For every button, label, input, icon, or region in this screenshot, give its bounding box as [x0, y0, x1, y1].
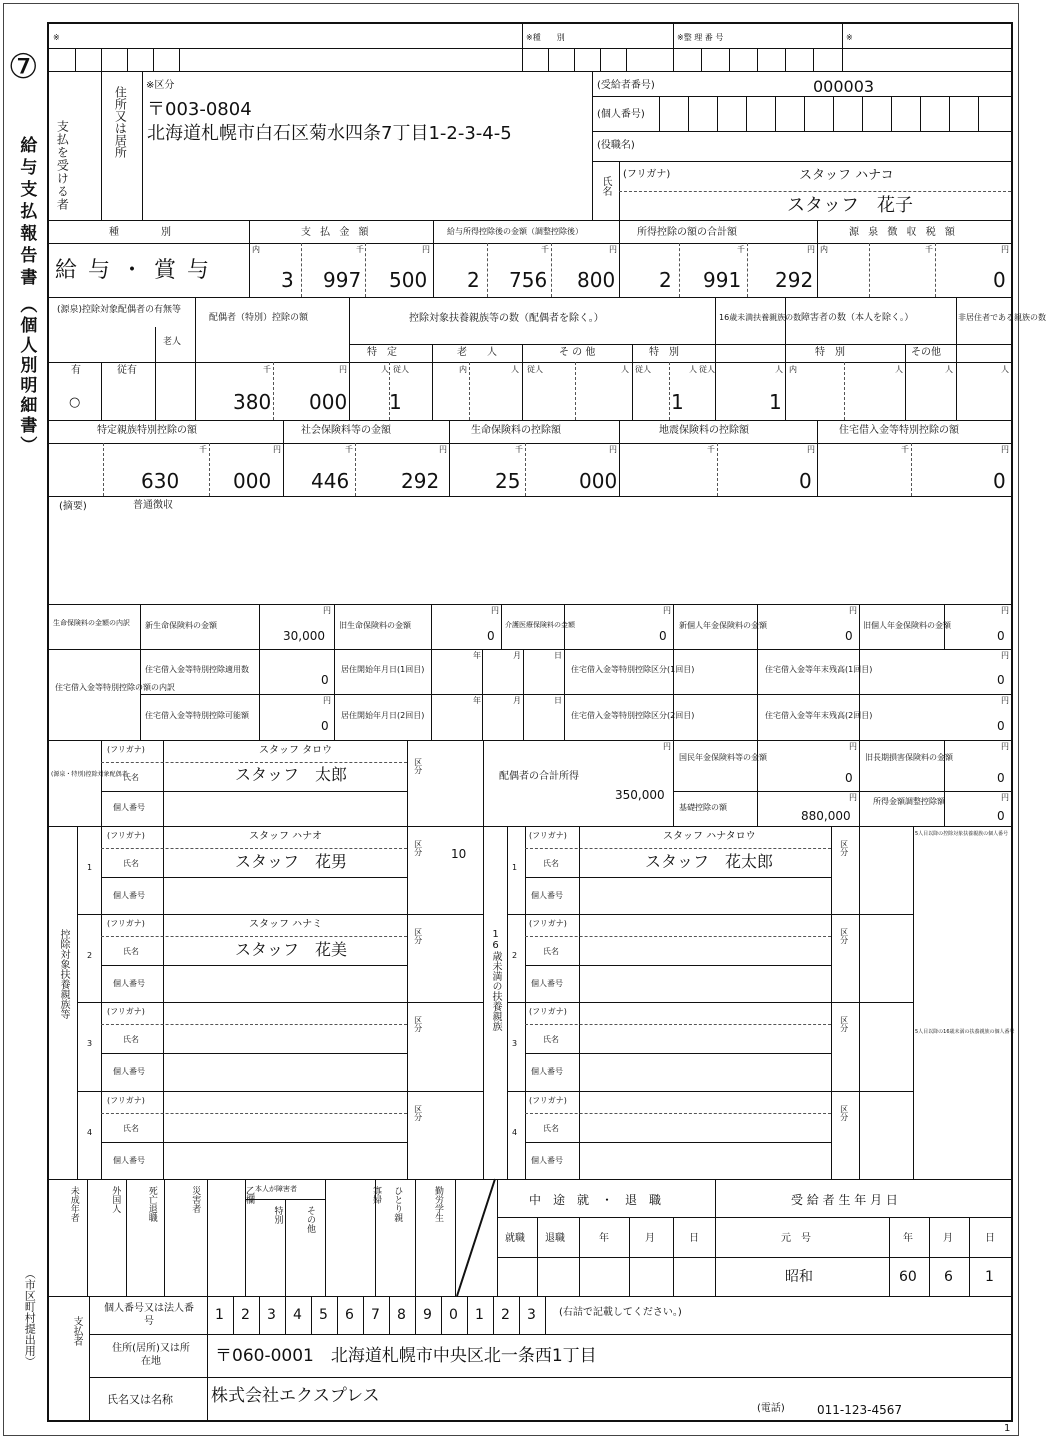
pay-en: 円	[422, 245, 430, 254]
ari-label: 有	[71, 365, 81, 376]
old-life-en: 円	[491, 606, 499, 615]
dep-left-2-kubun-label: 区分	[413, 928, 423, 944]
tokutei-header: 特 定	[367, 347, 397, 358]
old-pension-amount: 0	[997, 629, 1005, 643]
old-pension-label: 旧個人年金保険料の金額	[863, 621, 951, 630]
birth-month: 6	[944, 1269, 953, 1285]
position-label: (役職名)	[597, 140, 635, 151]
form-number-badge: ⑦	[8, 47, 39, 87]
dep-right-1-name-label: 氏名	[543, 859, 559, 868]
remarks-label: (摘要)	[59, 501, 87, 512]
tk-sen: 千	[199, 445, 207, 454]
recipient-furigana: スタッフ ハナコ	[799, 168, 894, 183]
disabled-uchi: 内	[789, 365, 797, 374]
dep-left-4-mynum-label: 個人番号	[113, 1156, 145, 1165]
ju-sen: 千	[901, 445, 909, 454]
dep-left-2-furigana: スタッフ ハナミ	[249, 919, 323, 930]
header-mark: ※	[53, 33, 60, 42]
payer-number-digit: 5	[319, 1307, 328, 1323]
jishin-label: 地震保険料の控除額	[659, 425, 749, 436]
tokutei-kazoku-1: 630	[141, 469, 180, 493]
remarks-text: 普通徴収	[133, 500, 173, 511]
under16-dependents-label: 16歳未満の扶養親族	[490, 929, 501, 1031]
bal2-en: 円	[1001, 696, 1009, 705]
seiri-label: ※整 理 番 号	[677, 33, 724, 42]
note-5th-dependent: 5人目以降の控除対象扶養親族の個人番号	[915, 831, 1009, 837]
dep-right-2-furigana-label: (フリガナ)	[529, 919, 567, 928]
start1-hi: 日	[554, 651, 562, 660]
report-form	[47, 22, 1046, 1422]
payer-number-digit: 8	[397, 1307, 406, 1323]
chosei-label: 所得金額調整控除額	[873, 797, 945, 806]
payer-number-digit: 1	[215, 1307, 224, 1323]
tokutei-kazoku-2: 000	[233, 469, 272, 493]
tokubetsu-juu: 従人	[699, 365, 715, 374]
payer-number-digit: 3	[527, 1307, 536, 1323]
payer-address-label: 住所(居所)又は所在地	[112, 1343, 190, 1367]
bal1: 0	[997, 673, 1005, 687]
recipient-address-label: 住所又は居所	[113, 86, 128, 158]
sh-sen: 千	[345, 445, 353, 454]
kokumin-en: 円	[849, 742, 857, 751]
under16-label: 16歳未満扶養親族の数	[719, 313, 802, 322]
sonota-jin: 人	[621, 365, 629, 374]
spouse-my-number-label: 個人番号	[113, 803, 145, 812]
seimei-label: 生命保険料の控除額	[471, 425, 561, 436]
housing-applicable-label: 住宅借入金等特別控除適用数	[145, 665, 249, 674]
chosei: 0	[997, 809, 1005, 823]
birth-hi: 日	[985, 1233, 995, 1244]
tax-en: 円	[1001, 245, 1009, 254]
spouse-furigana: スタッフ タロウ	[259, 745, 333, 756]
kokumin: 0	[845, 771, 853, 785]
dep-left-3-mynum-label: 個人番号	[113, 1067, 145, 1076]
birth-tsuki: 月	[943, 1233, 953, 1244]
tax-amount: 0	[993, 268, 1006, 292]
kiso-label: 基礎控除の額	[679, 803, 727, 812]
dep-right-3-name-label: 氏名	[543, 1035, 559, 1044]
sonota-disabled-header: その他	[911, 347, 941, 358]
shakai-1: 446	[311, 469, 350, 493]
pay-amount-2: 997	[323, 268, 362, 292]
status-otsu: 乙欄	[244, 1186, 254, 1204]
birth-label: 受 給 者 生 年 月 日	[791, 1193, 898, 1207]
new-life-en: 円	[323, 606, 331, 615]
sh-en: 円	[439, 445, 447, 454]
dep-left-1-furigana: スタッフ ハナオ	[249, 831, 322, 842]
sonota-count: 1	[671, 390, 684, 414]
nonresident-label: 非居住者である親族の数	[958, 313, 1046, 322]
dep-count-label: 控除対象扶養親族等の数（配偶者を除く。）	[409, 313, 604, 324]
after-header: 給与所得控除後の金額（調整控除後）	[447, 227, 583, 236]
birth-nen: 年	[903, 1233, 913, 1244]
dep-right-1-mynum-label: 個人番号	[531, 891, 563, 900]
nonres-jin: 人	[1001, 365, 1009, 374]
dep-left-1-no: 1	[87, 863, 93, 872]
dep-left-1-mynum-label: 個人番号	[113, 891, 145, 900]
se-en: 円	[609, 445, 617, 454]
under16-jin: 人	[775, 365, 783, 374]
ji-sen: 千	[707, 445, 715, 454]
after-sen: 千	[541, 245, 549, 254]
dep-left-1-furigana-label: (フリガナ)	[107, 831, 145, 840]
dependents-label: 控除対象扶養親族等	[58, 929, 69, 1019]
birth-year: 60	[899, 1269, 917, 1285]
dep-right-4-name-label: 氏名	[543, 1124, 559, 1133]
tk-en: 円	[273, 445, 281, 454]
spouse-amount-2: 000	[309, 390, 348, 414]
form-subtitle: （個人別明細書）	[16, 296, 37, 456]
spouse-detail-label: (源泉・特別)控除対象配偶者	[51, 771, 128, 778]
dep-right-2-kubun-label: 区分	[839, 928, 849, 944]
start2-tsuki: 月	[513, 696, 521, 705]
spouse-income: 350,000	[615, 788, 665, 802]
new-pension-label: 新個人年金保険料の金額	[679, 621, 767, 630]
jutaku-label: 住宅借入金等特別控除の額	[839, 425, 959, 436]
dep-right-1-furigana-label: (フリガナ)	[529, 831, 567, 840]
tokutei-jin: 人	[381, 365, 389, 374]
juu-label: 従有	[117, 365, 137, 376]
sonota-header: そ の 他	[559, 347, 596, 358]
under16-count: 1	[769, 390, 782, 414]
payer-number-digit: 9	[423, 1307, 432, 1323]
payer-number-digit: 2	[241, 1307, 250, 1323]
kind-label: ※種 別	[526, 33, 565, 42]
pay-kind: 給 与 ・ 賞 与	[55, 258, 211, 283]
payer-address: 〒060-0001 北海道札幌市中央区北一条西1丁目	[215, 1346, 597, 1366]
my-number-label: (個人番号)	[597, 109, 645, 120]
bal2: 0	[997, 719, 1005, 733]
dep-right-2-no: 2	[512, 951, 518, 960]
kiso-en: 円	[849, 793, 857, 802]
kyuchouki-label: 旧長期損害保険料の金額	[865, 753, 953, 762]
status-death: 死亡退職	[146, 1186, 157, 1222]
pay-sen: 千	[356, 245, 364, 254]
old-life-amount: 0	[487, 629, 495, 643]
disabled-jin-2: 人	[945, 365, 953, 374]
tokubetsu-header: 特 別	[649, 347, 679, 358]
spouse-sen: 千	[263, 365, 271, 374]
se-sen: 千	[515, 445, 523, 454]
gensen-spouse-label: (源泉)控除対象配偶者の有無等	[57, 305, 182, 315]
pay-amount-1: 3	[281, 268, 294, 292]
payer-name-label: 氏名又は名称	[107, 1393, 173, 1406]
rojin-label: 老人	[163, 337, 182, 347]
birth-era: 昭和	[785, 1269, 813, 1285]
dep-right-3-mynum-label: 個人番号	[531, 1067, 563, 1076]
dep-right-3-kubun-label: 区分	[839, 1016, 849, 1032]
deduction-sen: 千	[737, 245, 745, 254]
rojin-header: 老 人	[457, 347, 497, 358]
deduction-header: 所得控除の額の合計額	[637, 227, 737, 238]
start2-nen: 年	[473, 696, 481, 705]
start1-tsuki: 月	[513, 651, 521, 660]
new-life-amount: 30,000	[283, 629, 325, 643]
disabled-count-label: 障害者の数（本人を除く。）	[801, 313, 914, 323]
status-widow: 寡婦	[371, 1186, 381, 1204]
spouse-name-label: 氏名	[123, 773, 139, 782]
deduction-en: 円	[807, 245, 815, 254]
care-en: 円	[663, 606, 671, 615]
cls2-label: 住宅借入金等特別控除区分(2回目)	[571, 711, 695, 720]
dep-left-2-furigana-label: (フリガナ)	[107, 919, 145, 928]
tokutei-kazoku-label: 特定親族特別控除の額	[97, 425, 197, 436]
shushoku-label: 就職	[505, 1233, 525, 1244]
receiver-no-label: (受給者番号)	[597, 80, 655, 91]
spouse-amount-label: 配偶者（特別）控除の額	[209, 313, 309, 323]
kyuchouki: 0	[997, 771, 1005, 785]
payer-tel: 011-123-4567	[817, 1403, 903, 1417]
spouse-kubun-label: 区分	[413, 758, 423, 774]
spouse-income-en: 円	[663, 742, 671, 751]
tax-header: 源 泉 徴 収 税 額	[849, 227, 958, 238]
shakai-2: 292	[401, 469, 440, 493]
seimei-1: 25	[495, 469, 521, 493]
cls1-label: 住宅借入金等特別控除区分(1回目)	[571, 665, 695, 674]
dep-left-3-kubun-label: 区分	[413, 1016, 423, 1032]
payer-number-label: 個人番号又は法人番号	[104, 1303, 194, 1327]
status-other: その他	[305, 1206, 315, 1233]
life-insurance-label: 生命保険料の金額の内訳	[53, 619, 130, 627]
new-pension-en: 円	[849, 606, 857, 615]
dep-left-3-name-label: 氏名	[123, 1035, 139, 1044]
kind-header: 種 別	[109, 227, 174, 238]
disabled-jin-1: 人	[895, 365, 903, 374]
status-foreign: 外国人	[110, 1186, 121, 1213]
recipient-address: 北海道札幌市白石区菊水四条7丁目1-2-3-4-5	[147, 123, 512, 144]
care-amount: 0	[659, 629, 667, 643]
care-label: 介護医療保険料の金額	[505, 621, 575, 629]
midway-nen: 年	[599, 1233, 609, 1244]
recipient-name: スタッフ 花子	[787, 195, 913, 216]
birth-day: 1	[985, 1269, 994, 1285]
dep-left-4-furigana-label: (フリガナ)	[107, 1096, 145, 1105]
dep-left-4-name-label: 氏名	[123, 1124, 139, 1133]
dep-right-3-no: 3	[512, 1039, 518, 1048]
housing-possible-en: 円	[323, 696, 331, 705]
kokumin-label: 国民年金保険料等の金額	[679, 753, 767, 762]
recipient-name-label: 氏名	[600, 176, 611, 196]
payer-label: 支払者	[71, 1316, 82, 1346]
after-amount-3: 800	[577, 268, 616, 292]
tokubetsu-disabled-header: 特 別	[815, 347, 845, 358]
ju-en: 円	[1001, 445, 1009, 454]
dep-left-1-name-label: 氏名	[123, 859, 139, 868]
bal1-en: 円	[1001, 651, 1009, 660]
payer-number-digit: 2	[501, 1307, 510, 1323]
tokutei-count: 1	[389, 390, 402, 414]
dep-right-3-furigana-label: (フリガナ)	[529, 1007, 567, 1016]
kyuchouki-en: 円	[1001, 742, 1009, 751]
tax-sen: 千	[925, 245, 933, 254]
payer-number-note: (右詰で記載してください。)	[559, 1307, 682, 1318]
ji-en: 円	[807, 445, 815, 454]
sonota-juu: 従人	[635, 365, 651, 374]
spouse-amount-1: 380	[233, 390, 272, 414]
jishin-amount: 0	[799, 469, 812, 493]
spouse-mark: ○	[69, 395, 81, 410]
pay-header: 支 払 金 額	[301, 227, 372, 238]
after-en: 円	[609, 245, 617, 254]
recipient-section-label: 支払を受ける者	[55, 120, 70, 211]
seimei-2: 000	[579, 469, 618, 493]
deduction-amount-2: 991	[703, 268, 742, 292]
dep-left-1-kubun: 10	[451, 847, 467, 861]
dep-right-1-kubun-label: 区分	[839, 840, 849, 856]
start1-label: 居住開始年月日(1回目)	[341, 665, 425, 674]
taishoku-label: 退職	[545, 1233, 565, 1244]
chosei-en: 円	[1001, 793, 1009, 802]
dep-left-2-mynum-label: 個人番号	[113, 979, 145, 988]
jutaku-amount: 0	[993, 469, 1006, 493]
kiso: 880,000	[801, 809, 851, 823]
new-life-label: 新生命保険料の金額	[145, 621, 217, 630]
payer-number-digit: 1	[475, 1307, 484, 1323]
status-special: 特別	[272, 1206, 283, 1224]
payer-number-digit: 0	[449, 1307, 458, 1323]
kubun-label: ※区分	[146, 80, 175, 91]
form-footer-label: （市区町村提出用）	[23, 1268, 37, 1367]
rojin-jin: 人	[511, 365, 519, 374]
payer-number-digit: 7	[371, 1307, 380, 1323]
payer-number-digit: 3	[267, 1307, 276, 1323]
payer-tel-label: (電話)	[757, 1403, 785, 1414]
start1-nen: 年	[473, 651, 481, 660]
housing-applicable: 0	[321, 673, 329, 687]
payer-name: 株式会社エクスプレス	[211, 1386, 380, 1406]
header-mark-2: ※	[846, 33, 853, 42]
page-number: 1	[1004, 1423, 1011, 1434]
dep-left-2-no: 2	[87, 951, 93, 960]
dep-right-2-mynum-label: 個人番号	[531, 979, 563, 988]
midway-hi: 日	[689, 1233, 699, 1244]
deduction-amount-3: 292	[775, 268, 814, 292]
housing-possible-label: 住宅借入金等特別控除可能額	[145, 711, 249, 720]
new-pension-amount: 0	[845, 629, 853, 643]
dep-right-4-mynum-label: 個人番号	[531, 1156, 563, 1165]
status-disaster: 災害者	[190, 1186, 201, 1213]
deduction-amount-1: 2	[659, 268, 672, 292]
after-amount-2: 756	[509, 268, 548, 292]
receiver-no: 000003	[813, 77, 875, 96]
dep-left-1-kubun-label: 区分	[413, 840, 423, 856]
rojin-uchi: 内	[459, 365, 467, 374]
status-student: 勤労学生	[433, 1186, 443, 1222]
housing-possible: 0	[321, 719, 329, 733]
diagonal-slash	[455, 1179, 497, 1296]
spouse-en: 円	[339, 365, 347, 374]
tokutei-juu: 従人	[393, 365, 409, 374]
dep-left-3-furigana-label: (フリガナ)	[107, 1007, 145, 1016]
spouse-name: スタッフ 太郎	[235, 765, 348, 784]
shakai-label: 社会保険料等の金額	[301, 425, 391, 436]
payer-number-digit: 6	[345, 1307, 354, 1323]
status-disabled-self: 本人が障害者	[255, 1185, 297, 1193]
housing-label: 住宅借入金等特別控除の額の内訳	[55, 683, 175, 692]
status-single-parent: ひとり親	[392, 1186, 403, 1222]
spouse-income-label: 配偶者の合計所得	[499, 771, 579, 782]
note-5th-under16: 5人目以降の16歳未満の扶養親族の個人番号	[915, 1029, 1015, 1035]
dep-right-4-no: 4	[512, 1128, 518, 1137]
dep-left-2-name: スタッフ 花美	[235, 940, 348, 959]
pay-amount-3: 500	[389, 268, 428, 292]
tokubetsu-jin: 人	[689, 365, 697, 374]
dep-right-1-no: 1	[512, 863, 518, 872]
dep-left-3-no: 3	[87, 1039, 93, 1048]
start2-label: 居住開始年月日(2回目)	[341, 711, 425, 720]
spouse-furigana-label: (フリガナ)	[107, 745, 145, 754]
dep-right-2-name-label: 氏名	[543, 947, 559, 956]
status-minor: 未成年者	[68, 1186, 79, 1222]
dep-right-4-furigana-label: (フリガナ)	[529, 1096, 567, 1105]
dep-left-4-kubun-label: 区分	[413, 1105, 423, 1121]
payer-number-digit: 4	[293, 1307, 302, 1323]
gengo-label: 元 号	[781, 1233, 811, 1244]
rojin-juu: 従人	[527, 365, 543, 374]
start2-hi: 日	[554, 696, 562, 705]
dep-right-4-kubun-label: 区分	[839, 1105, 849, 1121]
dep-right-1-furigana: スタッフ ハナタロウ	[663, 831, 756, 842]
dep-left-1-name: スタッフ 花男	[235, 852, 348, 871]
after-amount-1: 2	[467, 268, 480, 292]
midway-tsuki: 月	[645, 1233, 655, 1244]
tax-uchi: 内	[820, 245, 828, 254]
recipient-postal: 〒003-0804	[147, 99, 252, 120]
bal1-label: 住宅借入金等年末残高(1回目)	[765, 665, 873, 674]
dep-left-4-no: 4	[87, 1128, 93, 1137]
midway-label: 中 途 就 ・ 退 職	[529, 1193, 662, 1207]
furigana-label: (フリガナ)	[623, 169, 671, 180]
dep-left-2-name-label: 氏名	[123, 947, 139, 956]
bal2-label: 住宅借入金等年末残高(2回目)	[765, 711, 873, 720]
old-life-label: 旧生命保険料の金額	[339, 621, 411, 630]
old-pension-en: 円	[1001, 606, 1009, 615]
pay-uchi: 内	[252, 245, 260, 254]
dep-right-1-name: スタッフ 花太郎	[645, 852, 774, 871]
form-title: 給与支払報告書	[16, 136, 37, 290]
